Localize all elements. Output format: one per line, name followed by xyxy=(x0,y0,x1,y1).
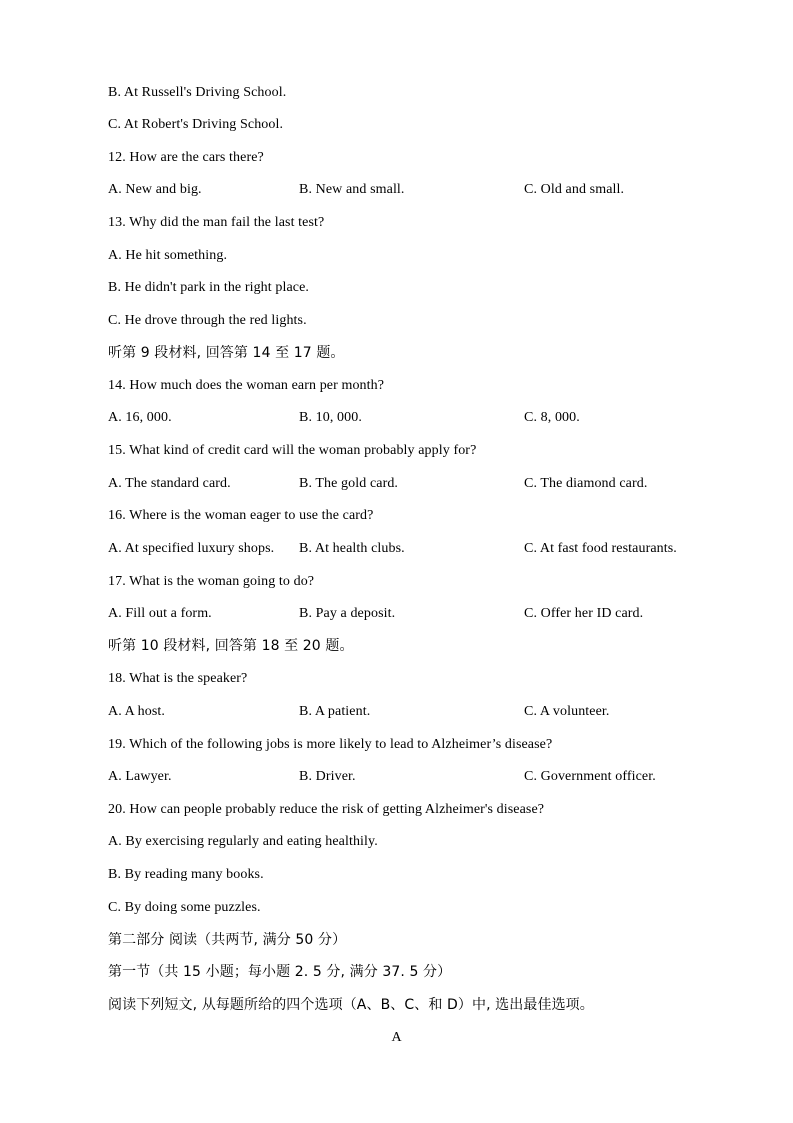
option-13a: A. He hit something. xyxy=(108,248,228,263)
option-17c: C. Offer her ID card. xyxy=(524,606,644,621)
question-16: 16. Where is the woman eager to use the card? xyxy=(108,508,374,523)
part-two-heading: 第二部分 阅读（共两节, 满分 50 分） xyxy=(108,932,347,948)
option-18b: B. A patient. xyxy=(299,704,371,719)
option-13b: B. He didn't park in the right place. xyxy=(108,280,310,295)
section-instruction-9: 听第 9 段材料, 回答第 14 至 17 题。 xyxy=(108,345,345,361)
option-14a: A. 16, 000. xyxy=(108,410,172,425)
option-20a: A. By exercising regularly and eating healthily. xyxy=(108,834,378,849)
question-12: 12. How are the cars there? xyxy=(108,150,264,165)
option-15b: B. The gold card. xyxy=(299,476,399,491)
option-20b: B. By reading many books. xyxy=(108,867,264,882)
question-17: 17. What is the woman going to do? xyxy=(108,574,315,589)
option-17b: B. Pay a deposit. xyxy=(299,606,396,621)
question-13: 13. Why did the man fail the last test? xyxy=(108,215,325,230)
option-12a: A. New and big. xyxy=(108,182,202,197)
question-15: 15. What kind of credit card will the woman probably apply for? xyxy=(108,443,477,458)
option-19c: C. Government officer. xyxy=(524,769,656,784)
option-13c: C. He drove through the red lights. xyxy=(108,313,307,328)
option-16b: B. At health clubs. xyxy=(299,541,405,556)
option-19b: B. Driver. xyxy=(299,769,356,784)
question-18: 18. What is the speaker? xyxy=(108,671,248,686)
option-12c: C. Old and small. xyxy=(524,182,625,197)
question-20: 20. How can people probably reduce the risk of getting Alzheimer's disease? xyxy=(108,802,545,817)
reading-instruction: 阅读下列短文, 从每题所给的四个选项（A、B、C、和 D）中, 选出最佳选项。 xyxy=(108,997,594,1013)
option-16c: C. At fast food restaurants. xyxy=(524,541,677,556)
option-20c: C. By doing some puzzles. xyxy=(108,900,261,915)
option-18a: A. A host. xyxy=(108,704,166,719)
option-19a: A. Lawyer. xyxy=(108,769,172,784)
option-14c: C. 8, 000. xyxy=(524,410,580,425)
option-15c: C. The diamond card. xyxy=(524,476,648,491)
section-instruction-10: 听第 10 段材料, 回答第 18 至 20 题。 xyxy=(108,638,354,654)
option-18c: C. A volunteer. xyxy=(524,704,610,719)
question-14: 14. How much does the woman earn per month? xyxy=(108,378,385,393)
option-14b: B. 10, 000. xyxy=(299,410,362,425)
option-16a: A. At specified luxury shops. xyxy=(108,541,275,556)
question-19: 19. Which of the following jobs is more likely to lead to Alzheimer’s disease? xyxy=(108,737,553,752)
option-12b: B. New and small. xyxy=(299,182,405,197)
option-11c: C. At Robert's Driving School. xyxy=(108,117,284,132)
passage-letter: A xyxy=(391,1030,402,1045)
section-one-heading: 第一节（共 15 小题；每小题 2. 5 分, 满分 37. 5 分） xyxy=(108,964,452,980)
option-15a: A. The standard card. xyxy=(108,476,231,491)
option-17a: A. Fill out a form. xyxy=(108,606,212,621)
option-11b: B. At Russell's Driving School. xyxy=(108,85,287,100)
